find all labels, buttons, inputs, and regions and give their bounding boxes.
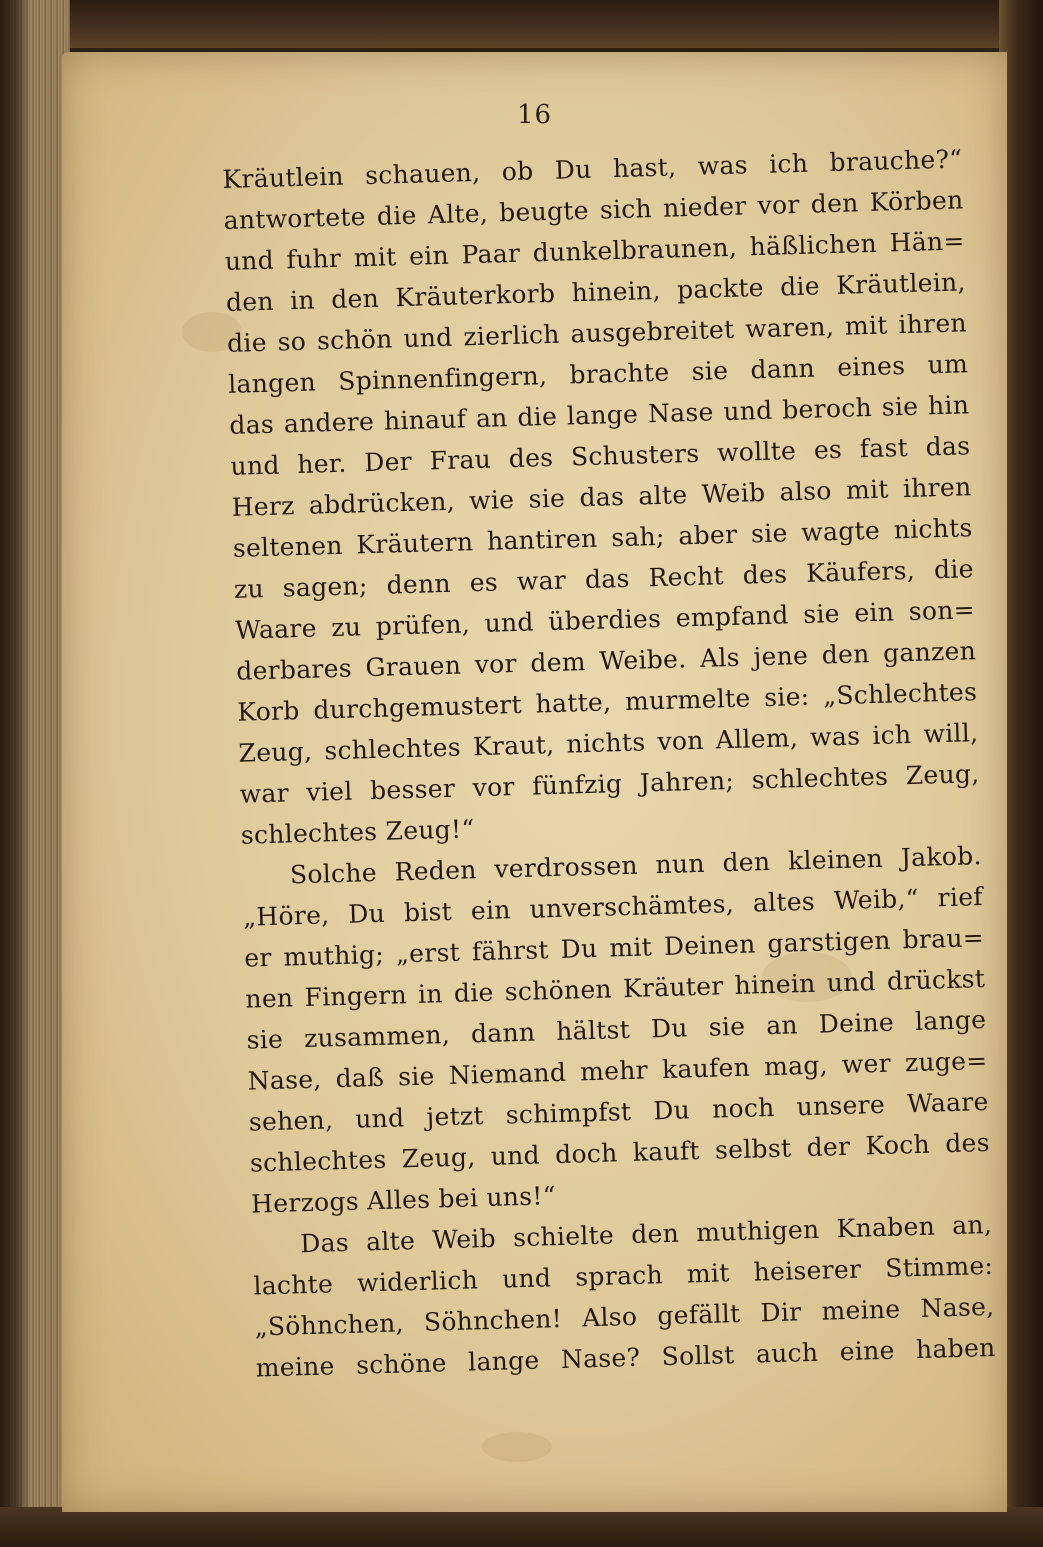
text-line: Waare zu prüfen, und überdies empfand sie ein son=: [234, 595, 976, 645]
text-line: lachte widerlich und sprach mit heiserer Stimme:: [253, 1250, 994, 1301]
text-line: war viel besser vor fünfzig Jahren; schlechtes Zeug,: [239, 759, 980, 809]
text-line: derbares Grauen vor dem Weibe. Als jene den ganzen: [235, 636, 977, 686]
text-line: langen Spinnenfingern, brachte sie dann eines um: [227, 349, 969, 399]
text-line: den in den Kräuterkorb hinein, packte die Kräutlein,: [225, 267, 967, 317]
text-line: schlechtes Zeug!“: [240, 814, 475, 850]
spine-shadow: [0, 0, 30, 1547]
text-line: sie zusammen, dann hältst Du sie an Deine lange: [246, 1005, 987, 1055]
text-line: die so schön und zierlich ausgebreitet waren, mit ihren: [226, 308, 968, 358]
text-line: antwortete die Alte, beugte sich nieder vor den Körben: [223, 185, 964, 235]
text-line: Zeug, schlechtes Kraut, nichts von Allem, was ich will,: [238, 718, 979, 768]
text-line: zu sagen; denn es war das Recht des Käufers, die: [233, 554, 975, 604]
text-line: er muthig; „erst fährst Du mit Deinen garstigen brau=: [243, 923, 985, 973]
book-page: [62, 52, 1007, 1512]
text-line: Herz abdrücken, wie sie das alte Weib also mit ihren: [231, 472, 972, 522]
text-line: seltenen Kräutern hantiren sah; aber sie wagte nichts: [232, 513, 973, 563]
text-line: Herzogs Alles bei uns!“: [250, 1181, 557, 1219]
text-line: „Höre, Du bist ein unverschämtes, altes Weib,“ rief: [242, 882, 984, 932]
body-text: [222, 139, 998, 1459]
text-line: Das alte Weib schielte den muthigen Knaben an,: [299, 1209, 993, 1259]
text-line: schlechtes Zeug, und doch kauft selbst der Koch des: [249, 1127, 991, 1178]
text-line: und her. Der Frau des Schusters wollte es fast das: [230, 431, 971, 481]
text-line: Kräutlein schauen, ob Du hast, was ich brauche?“: [222, 144, 963, 194]
text-line: Korb durchgemustert hatte, murmelte sie: „Schlechtes: [237, 677, 978, 727]
text-line: nen Fingern in die schönen Kräuter hinein und drückst: [245, 964, 986, 1014]
text-line: Nase, daß sie Niemand mehr kaufen mag, wer zuge=: [247, 1045, 988, 1096]
text-line: das andere hinauf an die lange Nase und beroch sie hin: [229, 390, 970, 440]
book-cover-edge-bottom: [0, 1507, 1043, 1547]
text-line: meine schöne lange Nase? Sollst auch eine haben: [255, 1332, 996, 1383]
page-number: 16: [516, 100, 553, 130]
text-line: und fuhr mit ein Paar dunkelbraunen, häßlichen Hän=: [224, 226, 965, 276]
text-line: sehen, und jetzt schimpfst Du noch unsere Waare: [248, 1086, 989, 1137]
text-line: Solche Reden verdrossen nun den kleinen Jakob.: [289, 841, 983, 890]
text-line: „Söhnchen, Söhnchen! Also gefällt Dir meine Nase,: [254, 1291, 995, 1342]
book-cover-edge-top: [0, 0, 1043, 48]
